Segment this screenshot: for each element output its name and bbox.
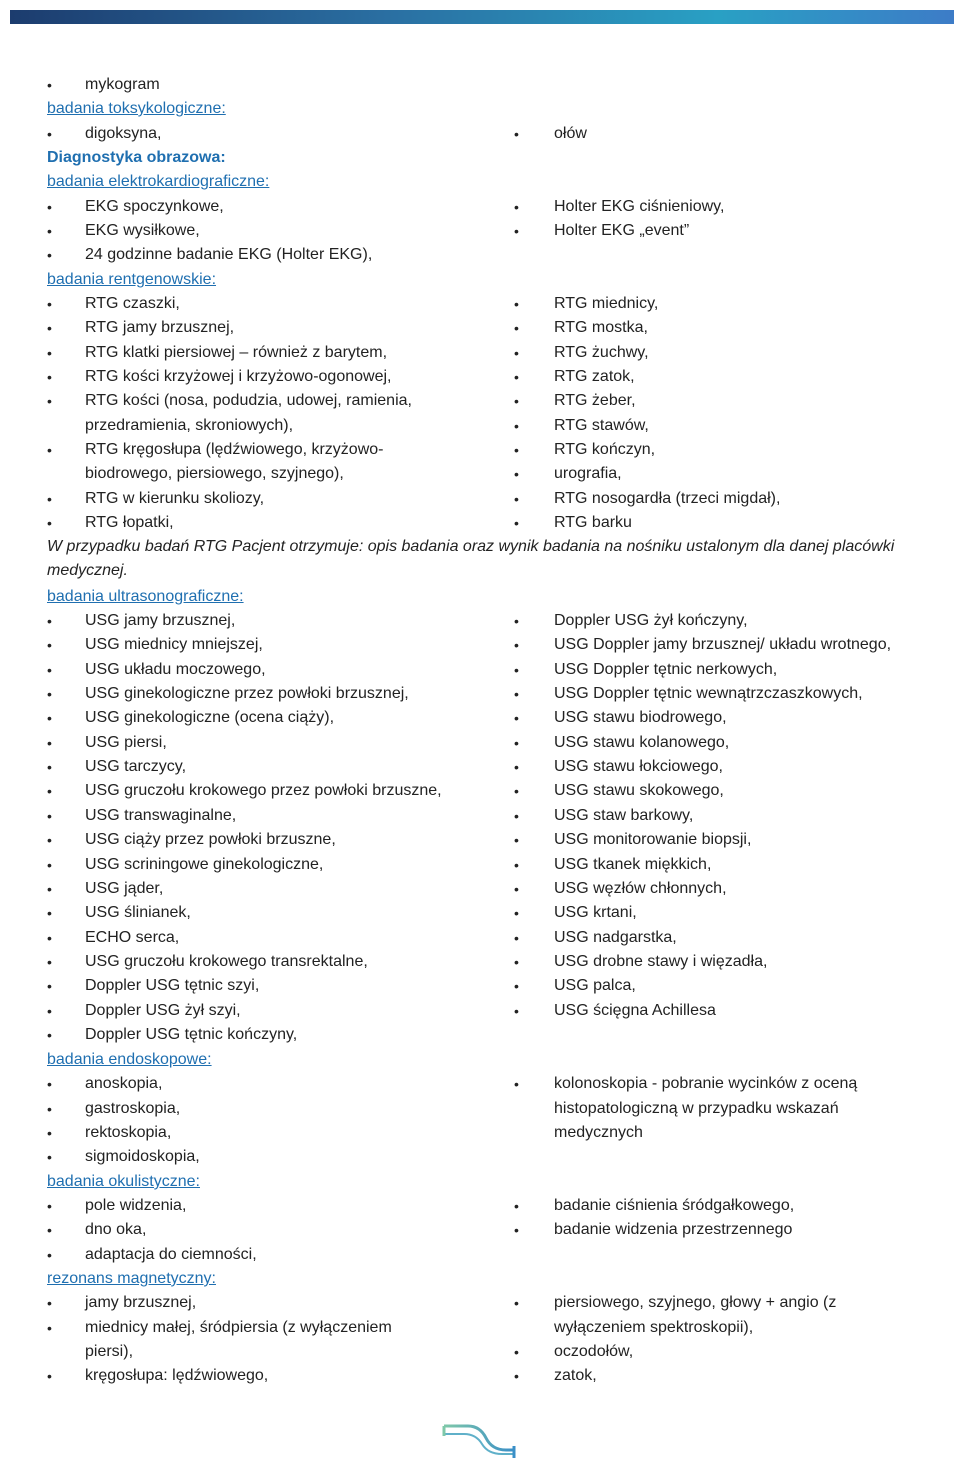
list-item: • RTG kości krzyżowej i krzyżowo-ogonowej, <box>85 367 391 387</box>
list-item-continuation: medycznych <box>554 1124 643 1141</box>
list-item: • USG tkanek miękkich, <box>554 855 711 875</box>
list-item: • RTG w kierunku skoliozy, <box>85 489 264 509</box>
list-item: • Holter EKG „event” <box>554 221 689 241</box>
list-item-continuation: wyłączeniem spektroskopii), <box>554 1319 754 1336</box>
list-item: • zatok, <box>554 1366 597 1386</box>
list-item: • badanie widzenia przestrzennego <box>554 1220 792 1240</box>
section-heading-endoscopy: badania endoskopowe: <box>47 1051 212 1068</box>
list-item: • RTG zatok, <box>554 367 635 387</box>
list-item: • USG krtani, <box>554 903 637 923</box>
list-item: • Holter EKG ciśnieniowy, <box>554 197 724 217</box>
list-item: • RTG stawów, <box>554 416 649 436</box>
list-item: • USG transwaginalne, <box>85 806 236 826</box>
list-item: • RTG żuchwy, <box>554 343 649 363</box>
list-item: • USG jąder, <box>85 879 163 899</box>
section-heading-ecg: badania elektrokardiograficzne: <box>47 173 270 190</box>
list-item: • USG piersi, <box>85 733 167 753</box>
list-item: • mykogram <box>85 75 160 95</box>
list-item: • sigmoidoskopia, <box>85 1147 200 1167</box>
list-item: • kręgosłupa: lędźwiowego, <box>85 1366 268 1386</box>
list-item: • USG jamy brzusznej, <box>85 611 235 631</box>
section-heading-mri: rezonans magnetyczny: <box>47 1270 216 1287</box>
list-item: • USG ścięgna Achillesa <box>554 1001 716 1021</box>
list-item: • pole widzenia, <box>85 1196 186 1216</box>
list-item: • gastroskopia, <box>85 1099 180 1119</box>
footer-logo-icon <box>440 1418 518 1465</box>
list-item-continuation: histopatologiczną w przypadku wskazań <box>554 1100 839 1117</box>
list-item: • USG drobne stawy i więzadła, <box>554 952 767 972</box>
header-bar <box>10 10 954 24</box>
section-heading-ophthalmology: badania okulistyczne: <box>47 1173 200 1190</box>
list-item: • USG nadgarstka, <box>554 928 677 948</box>
list-item: • USG gruczołu krokowego transrektalne, <box>85 952 368 972</box>
list-item: • USG ślinianek, <box>85 903 191 923</box>
list-item: • Doppler USG żył kończyny, <box>554 611 748 631</box>
list-item: • USG gruczołu krokowego przez powłoki brzuszne, <box>85 781 442 801</box>
list-item: • piersiowego, szyjnego, głowy + angio (z <box>554 1293 836 1313</box>
list-item: • USG stawu kolanowego, <box>554 733 729 753</box>
xray-note: W przypadku badań RTG Pacjent otrzymuje: opis badania oraz wynik badania na nośniku ustalonym dla danej placówki medycznej. <box>47 538 895 579</box>
list-item: • USG węzłów chłonnych, <box>554 879 727 899</box>
list-item: • RTG miednicy, <box>554 294 658 314</box>
list-item: • urografia, <box>554 464 622 484</box>
list-item: • rektoskopia, <box>85 1123 171 1143</box>
list-item: • ołów <box>554 124 587 144</box>
list-item: • USG monitorowanie biopsji, <box>554 830 751 850</box>
list-item: • USG stawu biodrowego, <box>554 708 727 728</box>
list-item: • USG ginekologiczne (ocena ciąży), <box>85 708 334 728</box>
list-item: • EKG spoczynkowe, <box>85 197 224 217</box>
list-item: • USG stawu łokciowego, <box>554 757 723 777</box>
list-item: • ECHO serca, <box>85 928 179 948</box>
list-item: • USG stawu skokowego, <box>554 781 724 801</box>
list-item: • badanie ciśnienia śródgałkowego, <box>554 1196 794 1216</box>
list-item: • EKG wysiłkowe, <box>85 221 200 241</box>
list-item: • RTG mostka, <box>554 318 648 338</box>
list-item: • USG Doppler tętnic wewnątrzczaszkowych, <box>554 684 863 704</box>
list-item: • RTG kości (nosa, podudzia, udowej, ramienia, <box>85 391 412 411</box>
list-item: • oczodołów, <box>554 1342 633 1362</box>
list-item: • USG ciąży przez powłoki brzuszne, <box>85 830 336 850</box>
list-item: • Doppler USG żył szyi, <box>85 1001 241 1021</box>
list-item-continuation: przedramienia, skroniowych), <box>85 417 294 434</box>
list-item: • USG staw barkowy, <box>554 806 693 826</box>
list-item: • RTG żeber, <box>554 391 636 411</box>
list-item-continuation: biodrowego, piersiowego, szyjnego), <box>85 465 344 482</box>
list-item: • adaptacja do ciemności, <box>85 1245 257 1265</box>
list-item: • 24 godzinne badanie EKG (Holter EKG), <box>85 245 372 265</box>
list-item: • USG tarczycy, <box>85 757 186 777</box>
list-item: • RTG czaszki, <box>85 294 180 314</box>
list-item: • anoskopia, <box>85 1074 162 1094</box>
list-item: • RTG kończyn, <box>554 440 655 460</box>
list-item: • USG Doppler tętnic nerkowych, <box>554 660 777 680</box>
list-item: • Doppler USG tętnic szyi, <box>85 976 259 996</box>
section-heading-ultrasound: badania ultrasonograficzne: <box>47 588 244 605</box>
list-item: • kolonoskopia - pobranie wycinków z oceną <box>554 1074 857 1094</box>
list-item: • USG palca, <box>554 976 636 996</box>
list-item: • RTG jamy brzusznej, <box>85 318 234 338</box>
list-item: • USG Doppler jamy brzusznej/ układu wrotnego, <box>554 635 891 655</box>
list-item: • RTG łopatki, <box>85 513 174 533</box>
list-item: • digoksyna, <box>85 124 162 144</box>
list-item: • Doppler USG tętnic kończyny, <box>85 1025 297 1045</box>
list-item: • RTG klatki piersiowej – również z barytem, <box>85 343 387 363</box>
list-item: • USG układu moczowego, <box>85 660 266 680</box>
list-item: • USG miednicy mniejszej, <box>85 635 263 655</box>
list-item: • USG ginekologiczne przez powłoki brzusznej, <box>85 684 409 704</box>
list-item: • USG scriningowe ginekologiczne, <box>85 855 323 875</box>
section-heading-imaging: Diagnostyka obrazowa: <box>47 149 226 166</box>
section-heading-xray: badania rentgenowskie: <box>47 271 217 288</box>
list-item: • jamy brzusznej, <box>85 1293 196 1313</box>
section-heading-toxicology: badania toksykologiczne: <box>47 100 226 117</box>
list-item: • dno oka, <box>85 1220 146 1240</box>
list-item: • miednicy małej, śródpiersia (z wyłączeniem <box>85 1318 392 1338</box>
list-item: • RTG barku <box>554 513 632 533</box>
list-item: • RTG nosogardła (trzeci migdał), <box>554 489 780 509</box>
list-item: • RTG kręgosłupa (lędźwiowego, krzyżowo- <box>85 440 383 460</box>
list-item-continuation: piersi), <box>85 1343 134 1360</box>
